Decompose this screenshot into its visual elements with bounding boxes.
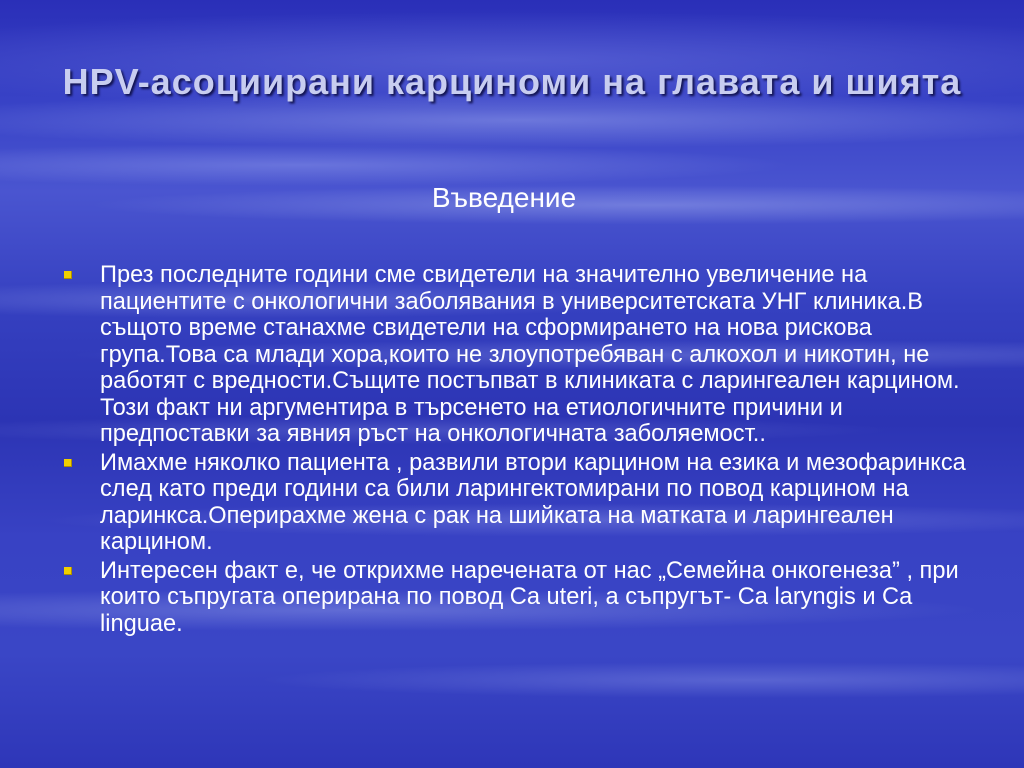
slide-subtitle: Въведение bbox=[431, 182, 577, 213]
bullet-item bbox=[62, 558, 982, 638]
square-bullet-icon bbox=[64, 271, 72, 279]
square-bullet-icon bbox=[64, 459, 72, 467]
bullet-text: Интересен факт е, че открихме наречената от нас „Семейна онкогенеза” , при които съпругата оперирана по повод Ca uteri, а съпругът- Ca laryngis и Ca linguae. bbox=[100, 557, 959, 637]
bullet-item bbox=[62, 450, 982, 556]
slide-title: HPV-асоциирани карциноми на главата и шията bbox=[62, 61, 962, 102]
bullet-list bbox=[62, 262, 982, 639]
bullet-text: Имахме няколко пациента , развили втори карцином на езика и мезофаринкса след като преди години са били ларингектомирани по повод карцином на ларинкса.Оперирахме жена с рак на шийката на матката и ларингеален карцином. bbox=[100, 449, 966, 555]
square-bullet-icon bbox=[64, 567, 72, 575]
bullet-item bbox=[62, 262, 982, 448]
bullet-text: През последните години сме свидетели на значително увеличение на пациентите с онкологични заболявания в университетската УНГ клиника.В същото време станахме свидетели на сформирането на нова рискова група.Това са млади хора,които не злоупотребяван с алкохол и никотин, не работят с вредности.Същите постъпват в клиниката с ларингеален карцином. Този факт ни аргументира в търсенето на етиологичните причини и предпоставки за явния ръст на онкологичната заболяемост.. bbox=[100, 262, 960, 447]
